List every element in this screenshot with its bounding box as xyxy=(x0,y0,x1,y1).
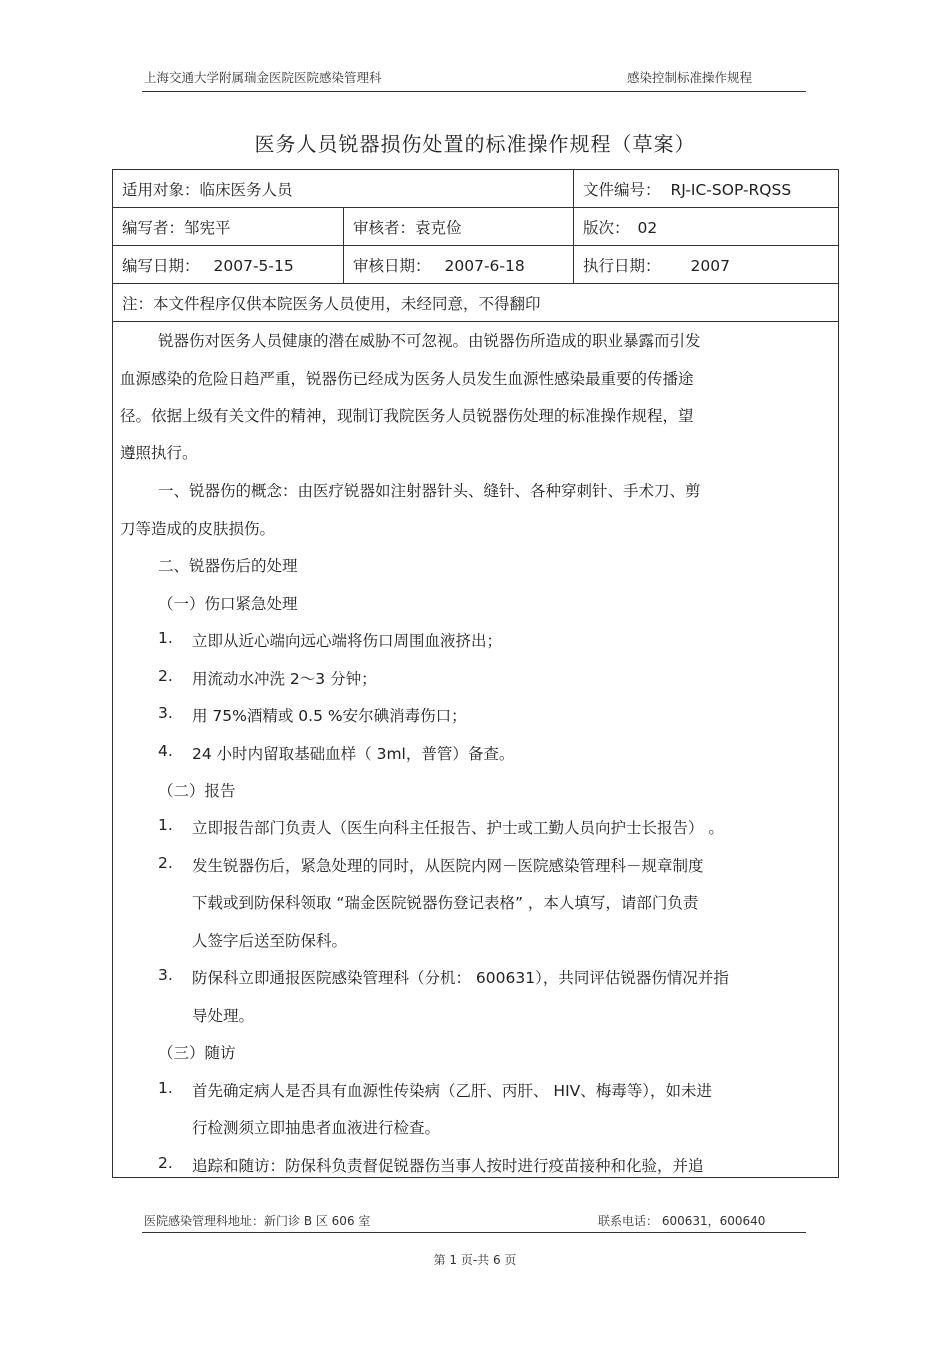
version-value: 02 xyxy=(637,218,658,237)
exec-date-value: 2007 xyxy=(690,256,730,275)
version-label: 版次： xyxy=(583,218,630,237)
item-text: 立即报告部门负责人（医生向科主任报告、护士或工勤人员向护士长报告） 。 xyxy=(192,819,724,837)
item-text: 立即从近心端向远心端将伤口周围血液挤出； xyxy=(192,632,503,650)
item-number: 4. xyxy=(158,742,173,760)
exec-date-cell xyxy=(574,246,839,284)
concept-line: 刀等造成的皮肤损伤。 xyxy=(120,520,276,538)
item-text: 首先确定病人是否具有血源性传染病（乙肝、丙肝、 HIV、梅毒等），如未进 xyxy=(192,1082,713,1100)
author-cell: 编写者：邹宪平 xyxy=(113,208,344,246)
meta-row xyxy=(113,246,839,284)
subsection-heading: （二）报告 xyxy=(158,782,236,800)
review-date-value: 2007-6-18 xyxy=(444,256,525,275)
item-number: 3. xyxy=(158,966,173,984)
item-text: 24 小时内留取基础血样（ 3ml，普管）备查。 xyxy=(192,745,515,763)
item-number: 1. xyxy=(158,629,173,647)
item-text: 用 75%酒精或 0.5 %安尔碘消毒伤口； xyxy=(192,707,467,725)
header-org: 上海交通大学附属瑞金医院医院感染管理科 xyxy=(144,70,382,85)
footer-phone: 联系电话： 600631，600640 xyxy=(598,1214,766,1228)
item-text: 追踪和随访：防保科负责督促锐器伤当事人按时进行疫苗接种和化验，并追 xyxy=(192,1157,704,1175)
subsection-heading: （三）随访 xyxy=(158,1044,236,1062)
item-number: 1. xyxy=(158,816,173,834)
meta-table xyxy=(112,169,839,322)
item-text: 发生锐器伤后，紧急处理的同时，从医院内网－医院感染管理科－规章制度 xyxy=(192,857,704,875)
review-date-cell xyxy=(344,246,574,284)
subsection-heading: （一）伤口紧急处理 xyxy=(158,595,298,613)
doc-no-label: 文件编号： xyxy=(583,180,661,199)
item-text: 行检测须立即抽患者血液进行检查。 xyxy=(192,1119,441,1137)
page-number: 第 1 页-共 6 页 xyxy=(433,1253,517,1267)
write-date-value: 2007-5-15 xyxy=(213,256,294,275)
item-number: 3. xyxy=(158,704,173,722)
item-number: 2. xyxy=(158,667,173,685)
reviewer-cell: 审核者：袁克俭 xyxy=(344,208,574,246)
item-number: 2. xyxy=(158,1154,173,1172)
doc-no-value: RJ-IC-SOP-RQSS xyxy=(670,180,792,199)
write-date-cell xyxy=(113,246,344,284)
item-number: 2. xyxy=(158,854,173,872)
section-heading: 二、锐器伤后的处理 xyxy=(158,557,298,575)
intro-line: 血源感染的危险日趋严重，锐器伤已经成为医务人员发生血源性感染最重要的传播途 xyxy=(120,370,694,388)
meta-row xyxy=(113,170,839,208)
header-doc-type: 感染控制标准操作规程 xyxy=(627,70,753,85)
write-date-label: 编写日期： xyxy=(122,256,200,275)
header-rule xyxy=(142,91,806,92)
applicable-cell: 适用对象：临床医务人员 xyxy=(113,170,574,208)
item-text: 导处理。 xyxy=(192,1007,255,1025)
intro-line: 锐器伤对医务人员健康的潜在威胁不可忽视。由锐器伤所造成的职业暴露而引发 xyxy=(158,332,701,350)
item-text: 防保科立即通报医院感染管理科（分机： 600631），共同评估锐器伤情况并指 xyxy=(192,969,729,987)
document-title: 医务人员锐器损伤处置的标准操作规程（草案） xyxy=(254,132,696,156)
item-number: 1. xyxy=(158,1079,173,1097)
version-cell xyxy=(574,208,839,246)
note-cell: 注：本文件程序仅供本院医务人员使用，未经同意，不得翻印 xyxy=(113,284,839,322)
item-text: 下载或到防保科领取 “瑞金医院锐器伤登记表格” ，本人填写，请部门负责 xyxy=(192,894,699,912)
item-text: 人签字后送至防保科。 xyxy=(192,932,348,950)
intro-line: 遵照执行。 xyxy=(120,444,198,462)
footer-rule xyxy=(142,1232,806,1233)
intro-line: 径。依据上级有关文件的精神，现制订我院医务人员锐器伤处理的标准操作规程，望 xyxy=(120,407,694,425)
item-text: 用流动水冲洗 2～3 分钟； xyxy=(192,670,377,688)
review-date-label: 审核日期： xyxy=(353,256,431,275)
footer-address: 医院感染管理科地址：新门诊 B 区 606 室 xyxy=(144,1214,371,1228)
meta-row xyxy=(113,284,839,322)
exec-date-label: 执行日期： xyxy=(583,256,661,275)
meta-row xyxy=(113,208,839,246)
concept-line: 一、锐器伤的概念：由医疗锐器如注射器针头、缝针、各种穿刺针、手术刀、剪 xyxy=(158,482,701,500)
doc-no-cell xyxy=(574,170,839,208)
